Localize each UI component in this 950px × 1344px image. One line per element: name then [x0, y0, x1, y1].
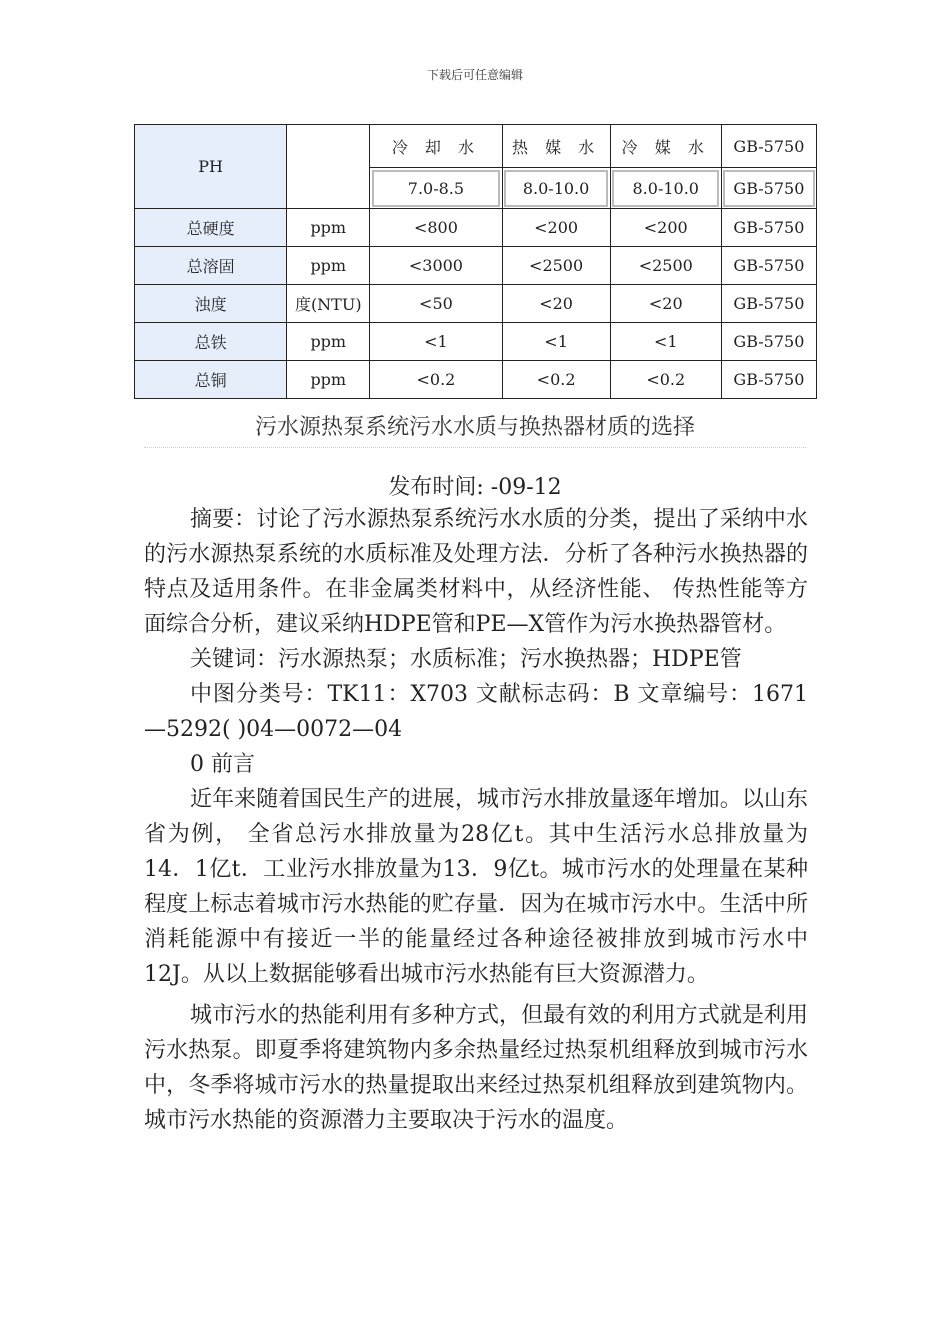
classification-paragraph: 中图分类号：TK11：X703 文献标志码：B 文章编号：1671—5292( )04—0072—04 [144, 682, 808, 742]
row-value: <1 [370, 323, 502, 361]
row-unit: ppm [287, 361, 370, 399]
row-label: 总铁 [135, 323, 287, 361]
section-heading: 0 前言 [190, 752, 255, 777]
row-value: <0.2 [502, 361, 610, 399]
row-value: <20 [502, 285, 610, 323]
header-heating-medium: 热 媒 水 [502, 125, 610, 168]
row-value: <2500 [610, 247, 721, 285]
table-row [135, 247, 817, 285]
row-value: <1 [610, 323, 721, 361]
row-unit: ppm [287, 209, 370, 247]
row-standard: GB-5750 [721, 361, 816, 399]
row-value: <50 [370, 285, 502, 323]
body-paragraph: 城市污水的热能利用有多种方式，但最有效的利用方式就是利用污水热泵。即夏季将建筑物内多余热量经过热泵机组释放到城市污水中，冬季将城市污水的热量提取出来经过热泵机组释放到建筑物内。城市污水热能的资源潜力主要取决于污水的温度。 [144, 1003, 808, 1133]
row-value: <2500 [502, 247, 610, 285]
ph-heating-value: 8.0-10.0 [502, 168, 610, 209]
header-cooling-water: 冷 却 水 [370, 125, 502, 168]
row-label: 总溶固 [135, 247, 287, 285]
row-label: 总铜 [135, 361, 287, 399]
header-standard: GB-5750 [721, 125, 816, 168]
table-row [135, 361, 817, 399]
article-title: 污水源热泵系统污水水质与换热器材质的选择 [144, 410, 806, 448]
row-standard: GB-5750 [721, 285, 816, 323]
row-standard: GB-5750 [721, 209, 816, 247]
page-header-note: 下载后可任意编辑 [426, 68, 523, 82]
row-unit: 度(NTU) [287, 285, 370, 323]
table-header-row [135, 125, 817, 168]
abstract-paragraph: 摘要：讨论了污水源热泵系统污水水质的分类，提出了采纳中水的污水源热泵系统的水质标准及处理方法．分析了各种污水换热器的特点及适用条件。在非金属类材料中，从经济性能、 传热性能等方面综合分析，建议采纳HDPE管和PE—X管作为污水换热器管材。 [144, 507, 808, 637]
keywords-paragraph: 关键词：污水源热泵；水质标准；污水换热器；HDPE管 [190, 647, 742, 672]
water-quality-table [134, 124, 817, 399]
row-unit: ppm [287, 323, 370, 361]
article-body [144, 502, 808, 1138]
table-row [135, 209, 817, 247]
body-paragraph: 近年来随着国民生产的进展，城市污水排放量逐年增加。以山东省为例， 全省总污水排放量为28亿t。其中生活污水总排放量为14．1亿t．工业污水排放量为13．9亿t。城市污水的处理量在某种程度上标志着城市污水热能的贮存量．因为在城市污水中。生活中所消耗能源中有接近一半的能量经过各种途径被排放到城市污水中12J。从以上数据能够看出城市污水热能有巨大资源潜力。 [144, 787, 808, 987]
row-value: <200 [502, 209, 610, 247]
header-cooling-medium: 冷 媒 水 [610, 125, 721, 168]
row-label: 总硬度 [135, 209, 287, 247]
ph-cooling-medium-value: 8.0-10.0 [610, 168, 721, 209]
table-row [135, 323, 817, 361]
ph-cooling-value: 7.0-8.5 [370, 168, 502, 209]
row-value: <3000 [370, 247, 502, 285]
ph-label: PH [135, 125, 287, 209]
row-standard: GB-5750 [721, 323, 816, 361]
table-row [135, 285, 817, 323]
row-value: <200 [610, 209, 721, 247]
row-value: <1 [502, 323, 610, 361]
row-label: 浊度 [135, 285, 287, 323]
row-value: <800 [370, 209, 502, 247]
row-unit: ppm [287, 247, 370, 285]
ph-unit-cell [287, 125, 370, 209]
ph-standard-value: GB-5750 [721, 168, 816, 209]
row-standard: GB-5750 [721, 247, 816, 285]
row-value: <0.2 [610, 361, 721, 399]
row-value: <0.2 [370, 361, 502, 399]
publish-date: 发布时间: -09-12 [388, 475, 562, 500]
row-value: <20 [610, 285, 721, 323]
